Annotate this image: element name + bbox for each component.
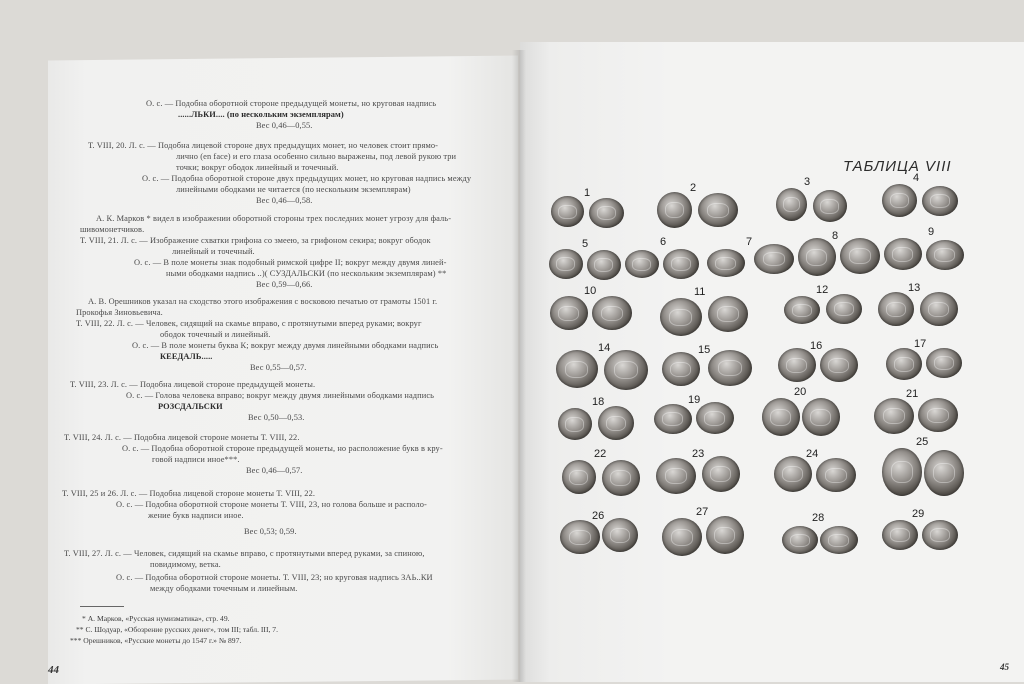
coin-image (656, 458, 696, 494)
coin-image (816, 458, 856, 492)
weight-line: Вес 0,50—0,53. (248, 413, 305, 422)
coin-image (604, 350, 648, 390)
coin-image (660, 298, 702, 336)
coin-image (589, 198, 624, 228)
text-line: Т. VIII, 23. Л. с. — Подобна лицевой стороне предыдущей монеты. (70, 380, 316, 389)
coin-number: 27 (696, 506, 709, 518)
coin-image (802, 398, 840, 436)
coin-image (707, 249, 745, 277)
coin-number: 22 (594, 448, 607, 460)
text-line: линейный и точечный. (172, 247, 255, 256)
inscription-text: РОЗСДАЛЬСКИ (158, 402, 223, 411)
text-line: линейными ободками не читается (по нескольким экземплярам) (176, 185, 411, 194)
coin-image (551, 196, 584, 227)
coin-image (784, 296, 820, 324)
text-line: Т. VIII, 22. Л. с. — Человек, сидящий на скамье вправо, с протянутыми вперед руками; вокруг (76, 319, 422, 328)
coin-image (813, 190, 847, 222)
coin-image (918, 398, 958, 432)
coin-image (840, 238, 880, 274)
coin-number: 13 (908, 282, 921, 294)
coin-image (560, 520, 600, 554)
text-line: Прокофья Зиновьевича. (76, 308, 163, 317)
coin-number: 14 (598, 342, 611, 354)
coin-number: 19 (688, 394, 701, 406)
text-line: ободок точечный и линейный. (160, 330, 271, 339)
text-line: Т. VIII, 21. Л. с. — Изображение схватки грифона со змеею, за грифоном секира; вокруг ободок (80, 236, 431, 245)
coin-number: 3 (804, 176, 811, 188)
text-line: О. с. — Подобна оборотной стороне монеты. Т. VIII, 23; но круговая надпись ЗАЬ..КИ (116, 573, 433, 582)
coin-image (662, 352, 700, 386)
coin-number: 15 (698, 344, 711, 356)
page-number-left: 44 (48, 664, 59, 676)
coin-number: 12 (816, 284, 829, 296)
coin-image (882, 184, 917, 217)
text-line: повидимому, ветка. (150, 560, 221, 569)
coin-image (562, 460, 596, 494)
coin-number: 20 (794, 386, 807, 398)
coin-image (662, 518, 702, 556)
text-line: говой надписи иное***. (152, 455, 240, 464)
coin-image (587, 250, 621, 280)
text-line: О. с. — Подобна оборотной стороне монеты Т. VIII, 23, но голова больше и располо- (116, 500, 427, 509)
coin-image (702, 456, 740, 492)
coin-image (920, 292, 958, 326)
coin-image (878, 292, 914, 326)
coin-number: 5 (582, 238, 589, 250)
text-line: ными ободками надпись ..)( СУЗДАЛЬСКИ (по нескольким экземплярам) ** (166, 269, 447, 278)
coin-image (882, 520, 918, 550)
coin-number: 23 (692, 448, 705, 460)
text-line: между ободками точечным и линейным. (150, 584, 298, 593)
text-line: А. К. Марков * видел в изображении оборотной стороны трех последних монет угрозу для фаль- (96, 214, 452, 223)
text-line: точки; вокруг ободок линейный и точечный. (176, 163, 339, 172)
coin-image (592, 296, 632, 330)
plate-title: ТАБЛИЦА VIII (843, 158, 952, 175)
text-line: жение букв надписи иное. (148, 511, 244, 520)
coin-image (663, 249, 699, 279)
book-gutter (512, 50, 526, 682)
text-line: Т. VIII, 25 и 26. Л. с. — Подобна лицевой стороне монеты Т. VIII, 22. (62, 489, 316, 498)
footnote-rule (80, 606, 124, 607)
text-line: О. с. — Подобна оборотной стороне предыдущей монеты, но расположение букв в кру- (122, 444, 443, 453)
coin-image (924, 450, 964, 496)
text-line: О. с. — В поле монеты буква К; вокруг между двумя линейными ободками надпись (132, 341, 439, 350)
text-line: А. В. Орешников указал на сходство этого изображения с восковою печатью от грамоты 1501 г. (88, 297, 438, 306)
coin-image (549, 249, 583, 279)
coin-number: 2 (690, 182, 697, 194)
coin-image (922, 520, 958, 550)
text-line: О. с. — В поле монеты знак подобный римской цифре II; вокруг между двумя линей- (134, 258, 447, 267)
coin-image (706, 516, 744, 554)
coin-image (922, 186, 958, 216)
text-line: Т. VIII, 20. Л. с. — Подобна лицевой стороне двух предыдущих монет, но человек стоит прямо- (88, 141, 439, 150)
text-line: шивомонетчиков. (80, 225, 145, 234)
weight-line: Вес 0,53; 0,59. (244, 527, 297, 536)
weight-line: Вес 0,55—0,57. (250, 363, 307, 372)
coin-image (602, 518, 638, 552)
coin-image (598, 406, 634, 440)
coin-image (926, 348, 962, 378)
coin-image (874, 398, 914, 434)
weight-line: Вес 0,46—0,58. (256, 196, 313, 205)
text-line: ......ЛЬКИ.... (по нескольким экземплярам) (178, 110, 344, 119)
coin-image (774, 456, 812, 492)
coin-image (798, 238, 836, 276)
text-line: лично (en face) и его глаза особенно сильно выражены, под левой рукою три (176, 152, 457, 161)
coin-number: 1 (584, 187, 591, 199)
coin-number: 9 (928, 226, 935, 238)
coin-image (884, 238, 922, 270)
page-number-right: 45 (1000, 662, 1009, 672)
coin-number: 25 (916, 436, 929, 448)
coin-image (882, 448, 922, 496)
footnote: ** С. Шодуар, «Обозрение русских денег», том III; табл. III, 7. (76, 625, 278, 634)
coin-image (657, 192, 692, 228)
coin-number: 11 (694, 286, 706, 298)
coin-image (625, 250, 659, 278)
coin-number: 17 (914, 338, 927, 350)
coin-image (696, 402, 734, 434)
coin-number: 18 (592, 396, 605, 408)
coin-number: 24 (806, 448, 819, 460)
coin-image (550, 296, 588, 330)
coin-image (602, 460, 640, 496)
coin-image (886, 348, 922, 380)
coin-number: 4 (913, 172, 920, 184)
coin-number: 28 (812, 512, 825, 524)
coin-image (654, 404, 692, 434)
inscription-text: КЕЕДАЛЬ..... (160, 352, 213, 361)
coin-image (762, 398, 800, 436)
coin-image (782, 526, 818, 554)
coin-number: 7 (746, 236, 753, 248)
weight-line: Вес 0,46—0,55. (256, 121, 313, 130)
footnote: *** Орешников, «Русские монеты до 1547 г.» № 897. (70, 636, 242, 645)
coin-image (826, 294, 862, 324)
coin-image (776, 188, 807, 221)
coin-number: 26 (592, 510, 605, 522)
coin-image (708, 296, 748, 332)
text-line: О. с. — Подобна оборотной стороне двух предыдущих монет, но круговая надпись между (142, 174, 472, 183)
text-line: О. с. — Голова человека вправо; вокруг между двумя линейными ободками надпись (126, 391, 435, 400)
text-line: Т. VIII, 24. Л. с. — Подобна лицевой стороне монеты Т. VIII, 22. (64, 433, 300, 442)
coin-image (556, 350, 598, 388)
coin-image (926, 240, 964, 270)
coin-number: 8 (832, 230, 839, 242)
coin-number: 6 (660, 236, 667, 248)
coin-image (778, 348, 816, 382)
coin-image (820, 348, 858, 382)
coin-image (698, 193, 738, 227)
coin-image (754, 244, 794, 274)
coin-image (820, 526, 858, 554)
coin-image (708, 350, 752, 386)
coin-number: 10 (584, 285, 597, 297)
coin-number: 16 (810, 340, 823, 352)
text-line: Т. VIII, 27. Л. с. — Человек, сидящий на скамье вправо, с протянутыми вперед руками, за спиною, (64, 549, 425, 558)
weight-line: Вес 0,46—0,57. (246, 466, 303, 475)
coin-number: 21 (906, 388, 919, 400)
footnote: * А. Марков, «Русская нумизматика», стр. 49. (82, 614, 230, 623)
weight-line: Вес 0,59—0,66. (256, 280, 313, 289)
coin-number: 29 (912, 508, 925, 520)
text-line: О. с. — Подобна оборотной стороне предыдущей монеты, но круговая надпись (146, 99, 437, 108)
coin-image (558, 408, 592, 440)
